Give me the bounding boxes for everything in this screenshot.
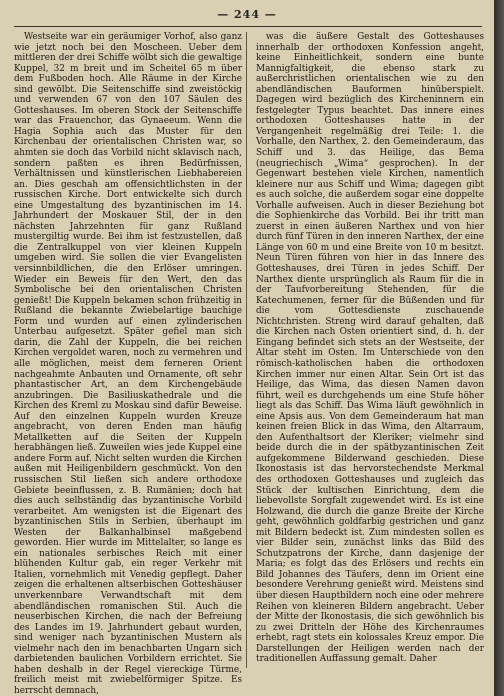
book-spine <box>494 0 504 696</box>
left-column-text: Westseite war ein geräumiger Vorhof, also ganz wie jetzt noch bei den Moscheen. Ueber dem mittleren der drei Schiffe wölbt sich die gewaltige Kuppel, 32 m breit und im Scheitel 65 m über dem Fußboden hoch. Alle Räume in der Kirche sind gewölbt. Die Seitenschiffe sind zweistöckig und verwenden 67 von den 107 Säulen des Gotteshauses. Im oberen Stock der Seitenschiffe war das Frauenchor, das Gynaeeum. Wenn die Hagia Sophia auch das Muster für den Kirchenbau der orientalischen Christen war, so ahmten sie doch das Vorbild nicht sklavisch nach, sondern paßten es ihren Bedürfnissen, Verhältnissen und künstlerischen Liebhabereien an. Dies geschah am offensichtlichsten in der russischen Kirche. Dort entwickelte sich durch eine Umgestaltung des byzantinischen im 14. Jahrhundert der Moskauer Stil, der in den nächsten Jahrzehnten für ganz Rußland mustergiltig wurde. Bei ihm ist festzustellen, daß die Zentralkuppel von vier kleinen Kuppeln umgeben wird. Sie sollen die vier Evangelisten versinnbildlichen, die den Erlöser umringen. Wieder ein Beweis für den Wert, den das Symbolische bei den orientalischen Christen genießt! Die Kuppeln bekamen schon frühzeitig in Rußland die bekannte Zwiebelartige bauchige Form und wurden auf einen zylinderischen Unterbau aufgesetzt. Später gefiel man sich darin, die Zahl der Kuppeln, die bei reichen Kirchen vergoldet waren, noch zu vermehren und alle möglichen, meist dem ferneren Orient nachgeahmte Anbauten und Ornamente, oft sehr phantastischer Art, an dem Kirchengebäude anzubringen. Die Basiliuskathedrale und die Kirchen des Kreml zu Moskau sind dafür Beweise. Auf den einzelnen Kuppeln wurden Kreuze angebracht, von deren Enden man häufig Metallketten auf die Seiten der Kuppeln herabhängen ließ. Zuweilen wies jede Kuppel eine andere Form auf. Nicht selten wurden die Kirchen außen mit Heiligenbildern geschmückt. Von den russischen Stil ließen sich andere orthodoxe Gebiete beeinflussen, z. B. Rumänien; doch hat dies auch selbständig das byzantinische Vorbild verarbeitet. Am wenigsten ist die Eigenart des byzantinischen Stils in Serbien, überhaupt im Westen der Balkanhalbinsel maßgebend geworden. Hier wurde im Mittelalter, so lange es ein nationales serbisches Reich mit einer blühenden Kultur gab, ein reger Verkehr mit Italien, vornehmlich mit Venedig gepflegt. Daher zeigen die erhaltenen altserbischen Gotteshäuser unverkennbare Verwandtschaft mit dem abendländischen romanischen Stil. Auch die neuserbischen Kirchen, die nach der Befreiung des Landes im 19. Jahrhundert gebaut wurden, sind weniger nach byzantinischen Mustern als vielmehr nach den im benachbarten Ungarn sich darbietenden baulichen Vorbildern errichtet. Sie haben deshalb in der Regel viereckige Türme, freilich meist mit zwiebelförmiger Spitze. Es herrscht demnach, <box>14 32 242 696</box>
left-column <box>14 32 242 696</box>
right-column-text: was die äußere Gestalt des Gotteshauses innerhalb der orthodoxen Konfession angeht, keine Einheitlichkeit, sondern eine bunte Mannigfaltigkeit, die ebenso stark zu außerchristlichen orientalischen wie zu den abendländischen Bauformen hinüberspielt. Dagegen wird bezüglich des Kircheninnern ein festgelegter Typus beachtet. Das innere eines orthodoxen Gotteshauses hatte in der Vergangenheit regelmäßig drei Teile: 1. die Vorhalle, den Narthex, 2. den Gemeinderaum, das Schiff und 3. das Heilige, das Bema (neugriechisch „Wima“ gesprochen). In der Gegenwart bestehen viele Kirchen, namentlich kleinere nur aus Schiff und Wima; dagegen gibt es auch solche, die außerdem sogar eine doppelte Vorhalle aufweisen. Auch in dieser Beziehung bot die Sophienkirche das Vorbild. Bei ihr tritt man zuerst in einen äußeren Narthex und von hier durch fünf Türen in den inneren Narthex, der eine Länge von 60 m und eine Breite von 10 m besitzt. Neun Türen führen von hier in das Innere des Gotteshauses, drei Türen in jedes Schiff. Der Narthex diente ursprünglich als Raum für die in der Taufvorbereitung Stehenden, für die Katechumenen, ferner für die Büßenden und für die vom Gottesdienste zuschauende Nichtchristen. Streng wird darauf gehalten, daß die Kirchen nach Osten orientiert sind, d. h. der Eingang befindet sich stets an der Westseite, der Altar steht im Osten. Im Unterschiede von den römisch-katholischen haben die orthodoxen Kirchen immer nur einen Altar. Sein Ort ist das Heilige, das Wima, das diesen Namen davon führt, weil es durchgehends um eine Stufe höher liegt als das Schiff. Das Wima läuft gewöhnlich in eine Apsis aus. Von dem Gemeinderaum hat man keinen freien Blick in das Wima, den Altarraum, den Aufenthaltsort der Kleriker; vielmehr sind beide durch die in der spätbyzantinischen Zeit aufgekommene Bilderwand geschieden. Diese Ikonostasis ist das hervorstechendste Merkmal des orthodoxen Gotteshauses und zugleich das Stück der kultischen Einrichtung, dem die liebevollste Sorgfalt zugewendet wird. Es ist eine Holzwand, die durch die ganze Breite der Kirche geht, gewöhnlich goldfarbig gestrichen und ganz mit Bildern bedeckt ist. Zum mindesten sollen es vier Bilder sein, zunächst links das Bild des Schutzpatrons der Kirche, dann dasjenige der Maria; es folgt das des Erlösers und rechts ein Bild Johannes des Täufers, denn im Orient eine besondere Verehrung genießt wird. Meistens sind über diesen Hauptbildern noch eine oder mehrere Reihen von kleineren Bildern angebracht. Ueber der Mitte der Ikonostasis, die sich gewöhnlich bis zu zwei Dritteln der Höhe des Kirchenraumes erhebt, ragt stets ein kolossales Kreuz empor. Die Darstellungen der Heiligen werden nach der traditionellen Auffassung gemalt. Daher <box>256 32 484 665</box>
right-column <box>256 32 484 672</box>
page-number: — 244 — <box>217 8 277 21</box>
column-divider <box>246 32 247 668</box>
header-rule <box>14 26 482 27</box>
